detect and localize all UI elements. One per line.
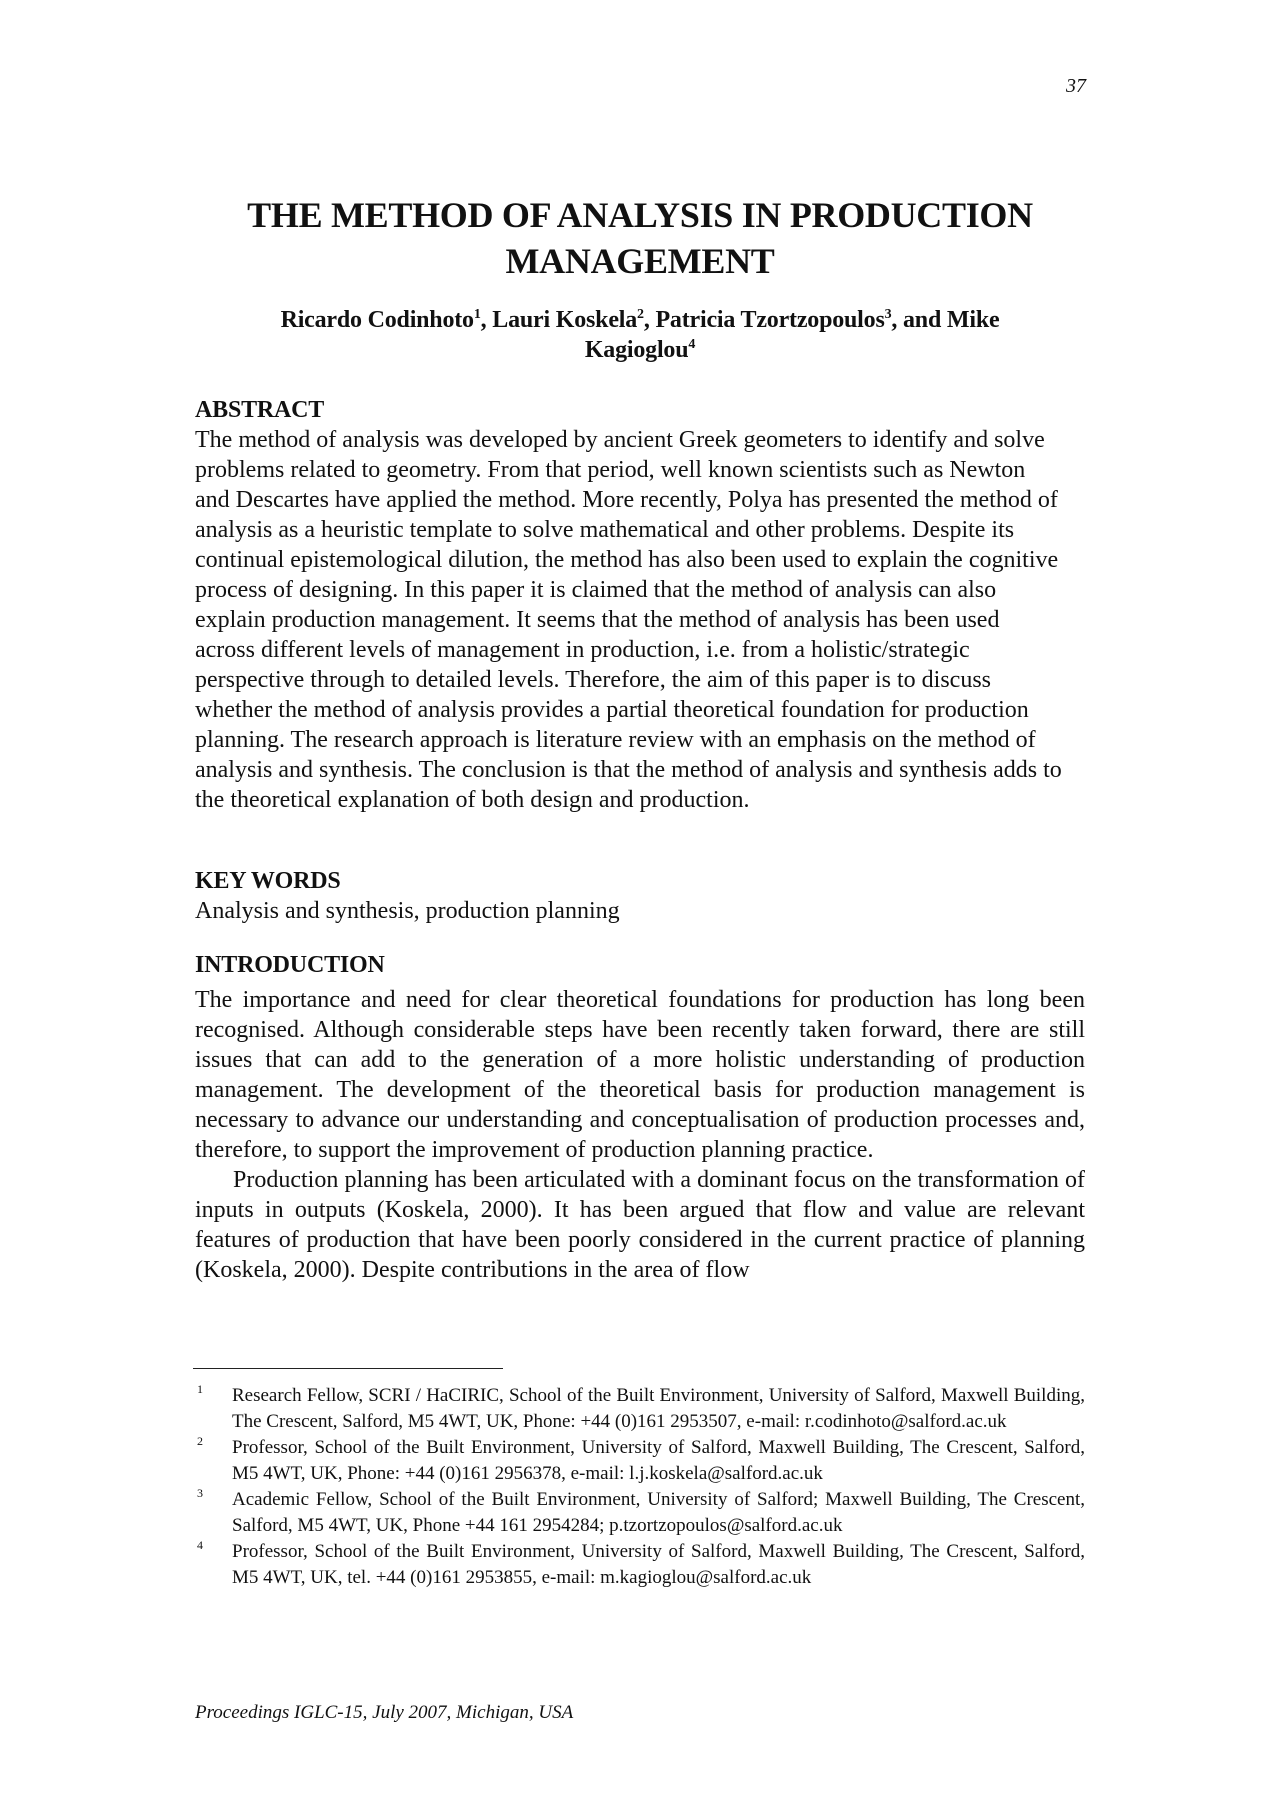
footnotes	[193, 1383, 1085, 1591]
author-name: Lauri Koskela	[492, 307, 638, 333]
keywords-heading: KEY WORDS	[195, 868, 341, 894]
paper-title	[150, 192, 1130, 284]
abstract-heading: ABSTRACT	[195, 397, 325, 423]
author-separator: ,	[643, 307, 656, 333]
proceedings-footer: Proceedings IGLC-15, July 2007, Michigan, USA	[195, 1702, 574, 1723]
footnote-item: 3 Academic Fellow, School of the Built Environment, University of Salford; Maxwell Building, The Crescent, Salford, M5 4WT, UK, Phone +44 161 2954284; p.tzortzopoulos@salford.ac.uk	[197, 1486, 1085, 1536]
footnote-text: Research Fellow, SCRI / HaCIRIC, School of the Built Environment, University of Salford, Maxwell Building, The Crescent, Salford, M5 4WT, UK, Phone: +44 (0)161 2953507, e-mail: r.codinhoto@salford.ac.uk	[232, 1385, 1085, 1432]
footnote-item: 2 Professor, School of the Built Environment, University of Salford, Maxwell Building, The Crescent, Salford, M5 4WT, UK, Phone: +44 (0)161 2956378, e-mail: l.j.koskela@salford.ac.uk	[197, 1434, 1085, 1484]
footnote-divider	[193, 1368, 503, 1369]
abstract-text: The method of analysis was developed by ancient Greek geometers to identify and solve problems related to geometry. From that period, well known scientists such as Newton and Descartes have applied the method. More recently, Polya has presented the method of analysis as a heuristic template to solve mathematical and other problems. Despite its continual epistemological dilution, the method has also been used to explain the cognitive process of designing. In this paper it is claimed that the method of analysis can also explain production management. It seems that the method of analysis has been used across different levels of management in production, i.e. from a holistic/strategic perspective through to detailed levels. Therefore, the aim of this paper is to discuss whether the method of analysis provides a partial theoretical foundation for production planning. The research approach is literature review with an emphasis on the method of analysis and synthesis. The conclusion is that the method of analysis and synthesis adds to the theoretical explanation of both design and production.	[195, 427, 1062, 813]
author-footnote-mark: 2	[637, 307, 644, 322]
author-list	[180, 305, 1100, 365]
author-name: Ricardo Codinhoto	[280, 307, 474, 333]
author-footnote-mark: 3	[884, 307, 892, 322]
keywords-text: Analysis and synthesis, production planning	[195, 898, 620, 924]
footnote-text: Professor, School of the Built Environment, University of Salford, Maxwell Building, The Crescent, Salford, M5 4WT, UK, Phone: +44 (0)161 2956378, e-mail: l.j.koskela@salford.ac.uk	[232, 1437, 1085, 1484]
author-separator: ,	[480, 307, 493, 333]
footnote-item: 4 Professor, School of the Built Environment, University of Salford, Maxwell Building, The Crescent, Salford, M5 4WT, UK, tel. +44 (0)161 2953855, e-mail: m.kagioglou@salford.ac.uk	[197, 1538, 1085, 1588]
author-footnote-mark: 1	[473, 307, 481, 322]
abstract-section	[195, 395, 1065, 815]
author-name: Kagioglou	[584, 337, 689, 363]
introduction-heading: INTRODUCTION	[195, 952, 385, 978]
author-name: Patricia Tzortzopoulos	[655, 307, 885, 333]
page-number: 37	[1066, 75, 1086, 97]
introduction-paragraph: Production planning has been articulated with a dominant focus on the transformation of inputs in outputs (Koskela, 2000). It has been argued that flow and value are relevant features of production that have been poorly considered in the current practice of planning (Koskela, 2000). Despite contributions in the area of flow	[195, 1167, 1085, 1283]
introduction-paragraph: The importance and need for clear theoretical foundations for production has long been recognised. Although considerable steps have been recently taken forward, there are still issues that can add to the generation of a more holistic understanding of production management. The development of the theoretical basis for production management is necessary to advance our understanding and conceptualisation of production processes and, therefore, to support the improvement of production planning practice.	[195, 987, 1085, 1163]
introduction-section	[195, 950, 1085, 1285]
keywords-section	[195, 866, 1085, 926]
author-separator: , and Mike	[891, 307, 1000, 333]
footnote-text: Professor, School of the Built Environment, University of Salford, Maxwell Building, The Crescent, Salford, M5 4WT, UK, tel. +44 (0)161 2953855, e-mail: m.kagioglou@salford.ac.uk	[232, 1541, 1085, 1588]
title-line-1: THE METHOD OF ANALYSIS IN PRODUCTION	[247, 195, 1033, 235]
footnote-text: Academic Fellow, School of the Built Environment, University of Salford; Maxwell Building, The Crescent, Salford, M5 4WT, UK, Phone +44 161 2954284; p.tzortzopoulos@salford.ac.uk	[232, 1489, 1085, 1536]
title-line-2: MANAGEMENT	[505, 241, 775, 281]
author-footnote-mark: 4	[688, 337, 696, 352]
footnote-item: 1 Research Fellow, SCRI / HaCIRIC, School of the Built Environment, University of Salford, Maxwell Building, The Crescent, Salford, M5 4WT, UK, Phone: +44 (0)161 2953507, e-mail: r.codinhoto@salford.ac.uk	[197, 1382, 1085, 1432]
